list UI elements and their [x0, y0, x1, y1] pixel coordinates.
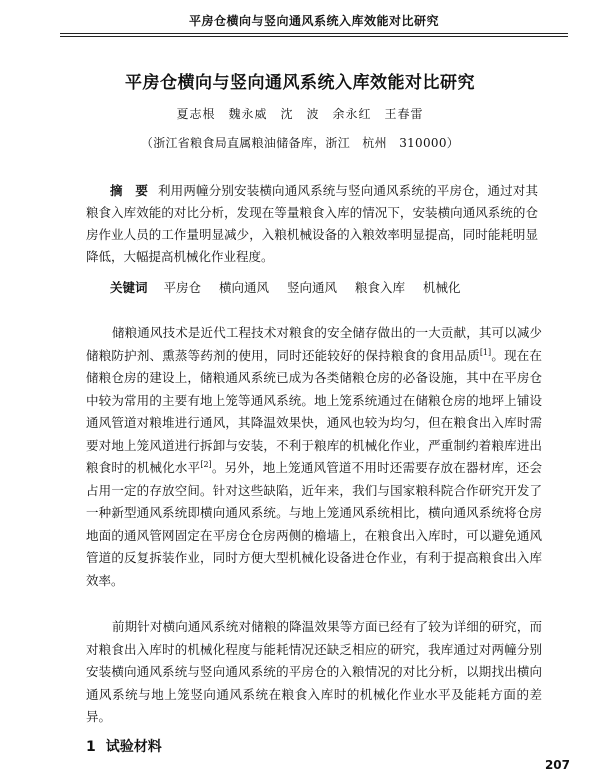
authors: 夏志根 魏永威 沈 波 余永红 王春雷	[176, 107, 424, 121]
keywords-label: 关键词	[110, 280, 148, 295]
page-number: 207	[544, 758, 570, 772]
body-paragraph: 前期针对横向通风系统对储粮的降温效果等方面已经有了较为详细的研究，而对粮食出入库时的机械化程度与能耗情况还缺乏相应的研究，我库通过对两幢分别安装横向通风系统与竖向通风系统的平房仓的入粮情况的对比分析，以期找出横向通风系统与地上笼竖向通风系统在粮食入库时的机械化作业水平及能耗方面的差异。	[86, 619, 542, 724]
body-text: 。另外，地上笼通风管道不用时还需要存放在器材库，还会占用一定的存放空间。针对这些缺陷，近年来，我们与国家粮科院合作研究开发了一种新型通风系统即横向通风系统。与地上笼通风系统相比，横向通风系统将仓房地面的通风管网固定在平房仓仓房两侧的檐墙上，在粮食出入库时，可以避免通风管道的反复拆装作业，同时方便大型机械化设备进仓作业，有利于提高粮食出入库效率。	[86, 460, 542, 588]
paper-title: 平房仓横向与竖向通风系统入库效能对比研究	[125, 73, 475, 93]
citation-ref: [1]	[479, 347, 492, 357]
header-rule	[60, 33, 568, 34]
keyword: 机械化	[423, 280, 461, 295]
running-header: 平房仓横向与竖向通风系统入库效能对比研究	[188, 14, 439, 28]
abstract-label: 摘 要	[110, 183, 149, 198]
section-title: 试验材料	[105, 739, 162, 755]
abstract-text: 利用两幢分别安装横向通风系统与竖向通风系统的平房仓，通过对其粮食入库效能的对比分析，发现在等量粮食入库的情况下，安装横向通风系统的仓房作业人员的工作量明显减少，入粮机械设备的入粮效率明显提高，同时能耗明显降低，大幅提高机械化作业程度。	[86, 183, 538, 264]
header-rule-thin	[60, 36, 568, 37]
abstract	[86, 180, 538, 268]
keyword: 粮食入库	[355, 280, 406, 295]
section-number: 1	[86, 739, 96, 755]
keyword: 平房仓	[163, 280, 202, 295]
body-paragraph	[86, 322, 542, 592]
citation-ref: [2]	[200, 459, 212, 469]
body-text: 储粮通风技术是近代工程技术对粮食的安全储存做出的一大贡献，其可以减少储粮防护剂、熏蒸等药剂的使用，同时还能较好的保持粮食的食用品质	[86, 325, 542, 363]
keyword: 竖向通风	[287, 280, 338, 295]
body-text: 。现在在储粮仓房的建设上，储粮通风系统已成为各类储粮仓房的必备设施，其中在平房仓中较为常用的主要有地上笼等通风系统。地上笼系统通过在储粮仓房的地坪上铺设通风管道对粮堆进行通风，其降温效果快，通风也较为均匀，但在粮食出入库时需要对地上笼风道进行拆卸与安装，不利于粮库的机械化作业，严重制约着粮库进出粮食时的机械化水平	[86, 347, 542, 475]
affiliation: （浙江省粮食局直属粮油储备库，浙江 杭州 310000）	[140, 136, 460, 150]
keyword: 横向通风	[219, 280, 270, 295]
section-heading	[86, 736, 162, 756]
keywords	[110, 278, 475, 296]
